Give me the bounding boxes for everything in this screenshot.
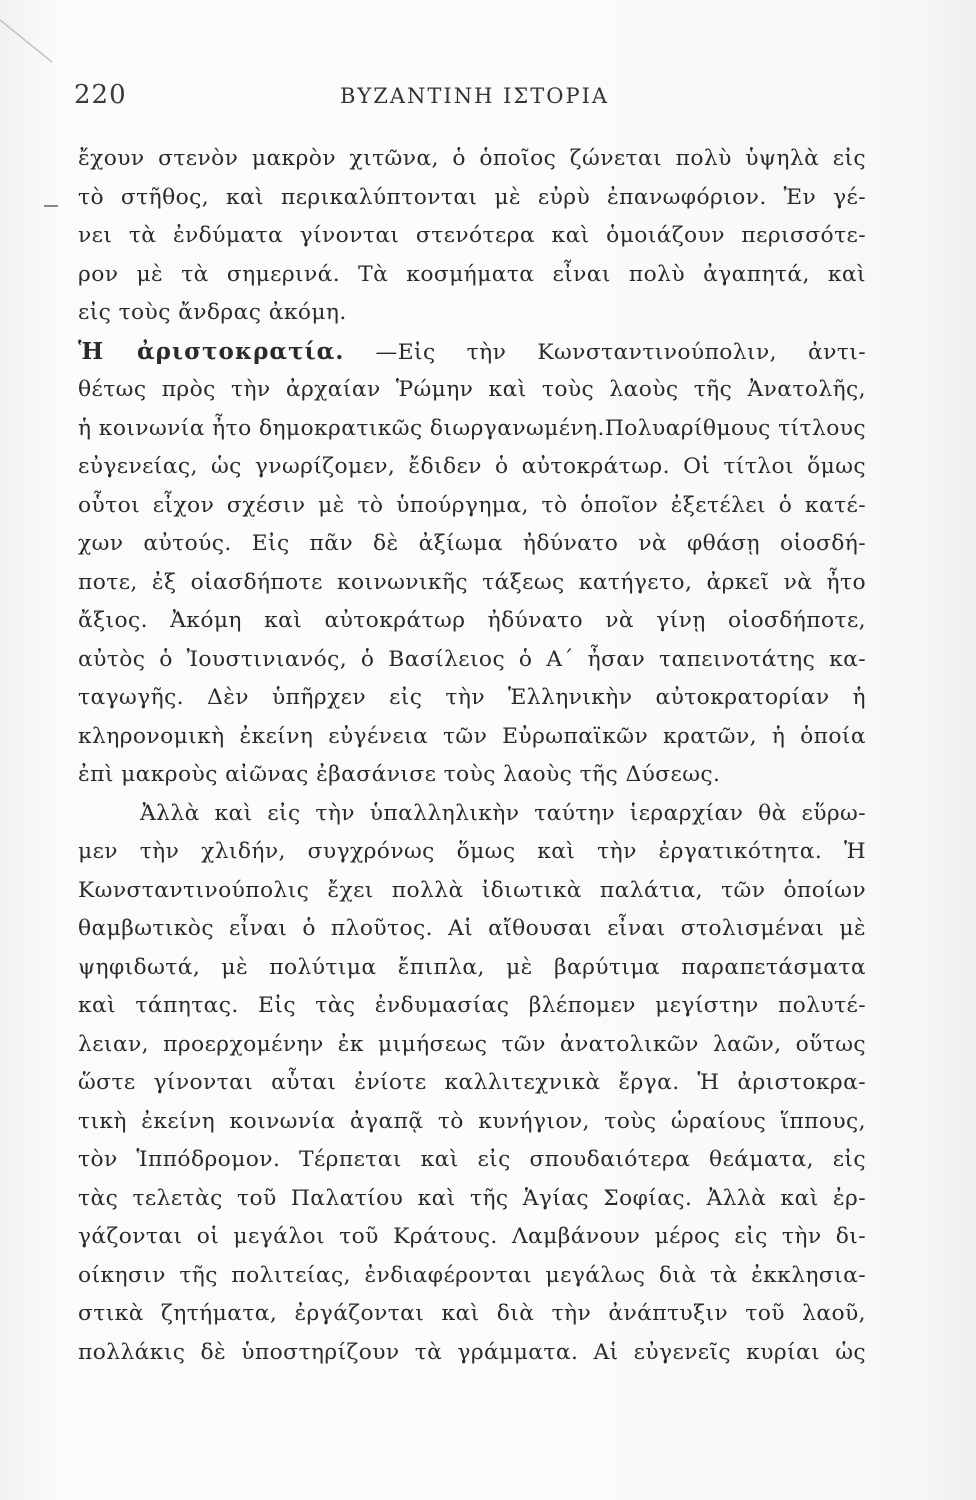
text-line: ὥστε γίνονται αὗται ἐνίοτε καλλιτεχνικὰ ἔργα. Ἡ ἀριστοκρα-	[78, 1070, 866, 1095]
running-title: ΒΥΖΑΝΤΙΝΗ ΙΣΤΟΡΙΑ	[340, 84, 610, 108]
text-line: ποτε, ἐξ οἱασδήποτε κοινωνικῆς τάξεως κατήγετο, ἀρκεῖ νὰ ἦτο	[78, 569, 866, 595]
text-line: εὐγενείας, ὡς γνωρίζομεν, ἔδιδεν ὁ αὐτοκράτωρ. Οἱ τίτλοι ὅμως	[78, 454, 866, 479]
section-heading: Ἡ ἀριστοκρατία.	[78, 337, 345, 365]
text-line: αὐτὸς ὁ Ἰουστινιανός, ὁ Βασίλειος ὁ Α΄ ἦσαν ταπεινοτάτης κα-	[78, 646, 866, 672]
text-line: Κωνσταντινούπολις ἔχει πολλὰ ἰδιωτικὰ παλάτια, τῶν ὁποίων	[78, 877, 866, 903]
text-line: ταγωγῆς. Δὲν ὑπῆρχεν εἰς τὴν Ἑλληνικὴν αὐτοκρατορίαν ἡ	[78, 685, 866, 710]
heading-line-text: —Εἰς τὴν Κωνσταντινούπολιν, ἀντι-	[375, 339, 866, 365]
text-line: ρον μὲ τὰ σημερινά. Τὰ κοσμήματα εἶναι πολὺ ἀγαπητά, καὶ	[78, 261, 866, 287]
text-line: στικὰ ζητήματα, ἐργάζονται καὶ διὰ τὴν ἀνάπτυξιν τοῦ λαοῦ,	[78, 1301, 866, 1326]
text-line: οὗτοι εἶχον σχέσιν μὲ τὸ ὑπούργημα, τὸ ὁποῖον ἐξετέλει ὁ κατέ-	[78, 492, 866, 518]
text-line: ψηφιδωτά, μὲ πολύτιμα ἔπιπλα, μὲ βαρύτιμα παραπετάσματα	[78, 954, 866, 980]
text-line: πολλάκις δὲ ὑποστηρίζουν τὰ γράμματα. Αἱ εὐγενεῖς κυρίαι ὡς	[78, 1339, 866, 1365]
text-line: τὰς τελετὰς τοῦ Παλατίου καὶ τῆς Ἁγίας Σοφίας. Ἀλλὰ καὶ ἐρ-	[78, 1185, 866, 1211]
text-line: θαμβωτικὸς εἶναι ὁ πλοῦτος. Αἱ αἴθουσαι εἶναι στολισμέναι μὲ	[78, 916, 866, 941]
text-line: τὸν Ἱππόδρομον. Τέρπεται καὶ εἰς σπουδαιότερα θεάματα, εἰς	[78, 1147, 866, 1172]
text-line: καὶ τάπητας. Εἰς τὰς ἐνδυμασίας βλέπομεν μεγίστην πολυτέ-	[78, 993, 866, 1018]
text-line: λειαν, προερχομένην ἐκ μιμήσεως τῶν ἀνατολικῶν λαῶν, οὕτως	[78, 1031, 866, 1057]
heading-line	[78, 333, 866, 372]
text-line: ἔχουν στενὸν μακρὸν χιτῶνα, ὁ ὁποῖος ζώνεται πολὺ ὑψηλὰ εἰς	[78, 146, 866, 171]
text-line: θέτως πρὸς τὴν ἀρχαίαν Ῥώμην καὶ τοὺς λαοὺς τῆς Ἀνατολῆς,	[78, 377, 866, 402]
text-line: νει τὰ ἐνδύματα γίνονται στενότερα καὶ ὁμοιάζουν περισσότε-	[78, 223, 866, 248]
text-line: ἐπὶ μακροὺς αἰῶνας ἐβασάνισε τοὺς λαοὺς τῆς Δύσεως.	[78, 762, 721, 787]
text-line: κληρονομικὴ ἐκείνη εὐγένεια τῶν Εὐρωπαϊκῶν κρατῶν, ἡ ὁποία	[78, 723, 866, 749]
text-line: γάζονται οἱ μεγάλοι τοῦ Κράτους. Λαμβάνουν μέρος εἰς τὴν δι-	[78, 1224, 866, 1249]
text-line: χων αὐτούς. Εἰς πᾶν δὲ ἀξίωμα ἠδύνατο νὰ φθάσῃ οἱοσδή-	[78, 531, 866, 556]
text-line: τικὴ ἐκείνη κοινωνία ἀγαπᾷ τὸ κυνήγιον, τοὺς ὡραίους ἵππους,	[78, 1108, 866, 1134]
page-number: 220	[74, 80, 127, 110]
text-line: ἡ κοινωνία ἦτο δημοκρατικῶς διωργανωμένη.Πολυαρίθμους τίτλους	[78, 415, 866, 441]
text-line: εἰς τοὺς ἄνδρας ἀκόμη.	[78, 300, 347, 325]
text-line: μεν τὴν χλιδήν, συγχρόνως ὅμως καὶ τὴν ἐργατικότητα. Ἡ	[78, 839, 866, 864]
margin-dash-mark	[44, 205, 58, 207]
body-text	[78, 140, 866, 1372]
text-line: ἄξιος. Ἀκόμη καὶ αὐτοκράτωρ ἠδύνατο νὰ γίνῃ οἱοσδήποτε,	[78, 608, 866, 633]
page-corner-fold	[0, 0, 70, 70]
text-line: Ἀλλὰ καὶ εἰς τὴν ὑπαλληλικὴν ταύτην ἱεραρχίαν θὰ εὕρω-	[140, 800, 866, 826]
text-line: τὸ στῆθος, καὶ περικαλύπτονται μὲ εὐρὺ ἐπανωφόριον. Ἐν γέ-	[78, 184, 866, 210]
text-line: οίκησιν τῆς πολιτείας, ἐνδιαφέρονται μεγάλως διὰ τὰ ἐκκλησια-	[78, 1262, 866, 1288]
